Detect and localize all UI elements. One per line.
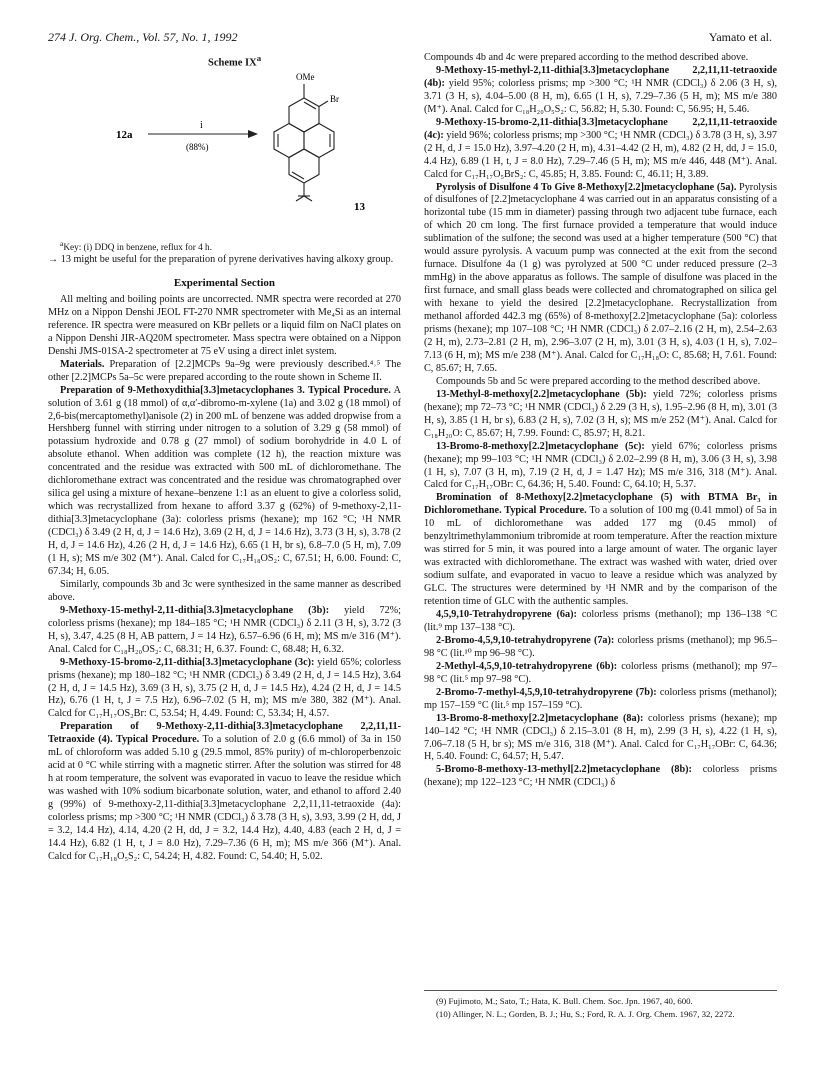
- paragraph: [424, 117, 777, 182]
- left-column-body: [48, 254, 401, 864]
- substituent-ome: OMe: [296, 72, 315, 82]
- paragraph-lead: 9-Methoxy-15-bromo-2,11-dithia[3.3]metacyclophane 2,2,11,11-tetraoxide (4c):: [424, 116, 777, 141]
- paragraph-text: colorless prisms (hexane); mp 122–123 °C; ¹H NMR (CDCl₃) δ: [424, 764, 778, 789]
- paragraph-text: yield 95%; colorless prisms; mp >300 °C; ¹H NMR (CDCl₃) δ 2.06 (3 H, s), 3.71 (3 H, s), 4.04–5.00 (8 H, m), 6.65 (1 H, s), 7.29–7.36 (5 H, m); MS m/e 380 (M⁺). Anal. Calcd for C₁₈H₂₀O₅S₂: C, 56.82; H, 5.30. Found: C, 56.95; H, 5.46.: [424, 77, 777, 115]
- paragraph-text: yield 72%; colorless prisms (hexane); mp 72–73 °C; ¹H NMR (CDCl₃) δ 2.29 (3 H, s), 1.95–2.96 (8 H, m), 3.01 (3 H, s), 3.85 (1 H, br s), 6.83 (2 H, s), 7.02 (3 H, s); MS m/e 252 (M⁺). Anal. Calcd for C₁₈H₂₀O: C, 85.67; H, 7.99. Found: C, 85.97; H, 8.21.: [424, 388, 777, 439]
- paragraph-text: A solution of 3.61 g (18 mmol) of α,α′-dibromo-m-xylene (1a) and 3.02 g (18 mmol) of 2,6-bis(mercaptomethyl)anisole (2) in 200 mL of benzene was added dropwise from a Hershberg funnel with stirring under nitrogen to a solution of 3.29 g (58 mmol) of potassium hydroxide and 0.78 g (27 mmol) of sodium borohydride in 4.0 L of absolute ethanol. When addition was complete (12 h), the reaction mixture was concentrated and the residue was extracted with 500 mL of dichloromethane. The dichloromethane extract was concentrated and the residue was chromatographed over silica gel using a mixture of hexane–benzene 1:1 as an eluent to give a colorless solid, which was recrystallized from hexane to afford 3.37 g (62%) of 9-methoxy-2,11-dithia[3.3]metacyclophane (3a): colorless prisms (hexane); mp 162 °C; ¹H NMR (CDCl₃) δ 3.49 (2 H, d, J = 14.6 Hz), 3.69 (2 H, d, J = 14.6 Hz), 3.73 (3 H, s), 3.78 (2 H, d, J = 14.6 Hz), 4.26 (2 H, d, J = 14.6 Hz), 6.65 (1 H, br s), 6.8–7.0 (5 H, m), 7.09 (1 H, s); MS m/e 302 (M⁺). Anal. Calcd for C₁₇H₁₈OS₂: C, 67.51; H, 6.00. Found: C, 67.34; H, 6.05.: [48, 384, 401, 577]
- paragraph: [424, 52, 777, 65]
- footnote: (10) Allinger, N. L.; Gorden, B. J.; Hu, S.; Ford, R. A. J. Org. Chem. 1967, 32, 2272.: [436, 1009, 735, 1019]
- paragraph-lead: 2-Bromo-7-methyl-4,5,9,10-tetrahydropyrene (7b):: [436, 686, 657, 698]
- yield-label: (88%): [186, 142, 209, 152]
- scheme-ix: [48, 52, 401, 238]
- left-column: [48, 52, 401, 864]
- paragraph-lead: 9-Methoxy-15-methyl-2,11-dithia[3.3]metacyclophane 2,2,11,11-tetraoxide (4b):: [424, 64, 777, 89]
- paragraph-lead: 4,5,9,10-Tetrahydropyrene (6a):: [436, 608, 577, 620]
- paragraph-text: colorless prisms (methanol); mp 157–159 °C (lit.⁵ mp 157–159 °C).: [424, 686, 777, 711]
- authors: Yamato et al.: [708, 30, 772, 44]
- paragraph-lead: 13-Methyl-8-methoxy[2.2]metacyclophane (5b):: [436, 388, 647, 400]
- start-compound-label: 12a: [116, 129, 133, 141]
- paragraph-lead: 13-Bromo-8-methoxy[2.2]metacyclophane (8a):: [436, 712, 644, 724]
- paragraph-lead: 9-Methoxy-15-bromo-2,11-dithia[3.3]metacyclophane (3c):: [60, 656, 315, 668]
- pyrene-structure: [274, 84, 334, 201]
- paragraph: [424, 661, 777, 687]
- paragraph-text: yield 65%; colorless prisms (hexane); mp 180–182 °C; ¹H NMR (CDCl₃) δ 3.49 (2 H, d, J = 14.5 Hz), 3.64 (2 H, d, J = 14.5 Hz), 3.69 (3 H, s), 3.75 (2 H, d, J = 14.5 Hz), 4.24 (2 H, d, J = 14.5 Hz), 6.76 (1 H, t, J = 7.5 Hz), 6.96–7.02 (5 H, m); MS m/e 380, 382 (M⁺). Anal. Calcd for C₁₇H₁₇OS₂Br: C, 53.54; H, 4.49. Found: C, 53.34; H, 4.57.: [48, 656, 402, 720]
- paragraph: [48, 254, 401, 267]
- paragraph-text: → 13 might be useful for the preparation of pyrene derivatives having alkoxy group.: [48, 254, 394, 266]
- paragraph-lead: 9-Methoxy-15-methyl-2,11-dithia[3.3]metacyclophane (3b):: [60, 604, 330, 616]
- paragraph-lead: Bromination of 8-Methoxy[2.2]metacyclophane (5) with BTMA Br₃ in Dichloromethane. Typical Procedure.: [424, 492, 777, 517]
- paragraph-text: yield 67%; colorless prisms (hexane); mp 99–103 °C; ¹H NMR (CDCl₃) δ 2.02–2.99 (8 H, m), 3.06 (3 H, s), 3.98 (1 H, s), 7.07 (3 H, m), 7.19 (2 H, d, J = 1.47 Hz); MS m/e 316, 318 (M⁺). Anal. Calcd for C₁₇H₁₇OBr: C, 64.36; H, 5.40. Found: C, 64.10; H, 5.37.: [424, 440, 777, 491]
- right-column-body: [424, 52, 777, 790]
- substituent-br: Br: [330, 94, 339, 104]
- paragraph: [48, 359, 401, 385]
- paragraph-text: yield 72%; colorless prisms (hexane); mp 184–185 °C; ¹H NMR (CDCl₃) δ 2.11 (3 H, s), 3.72 (3 H, s), 3.47, 4.25 (8 H, AB pattern, J = 14 Hz), 6.57–6.96 (6 H, m); MS m/e 316 (M⁺). Anal. Calcd for C₁₈H₂₀OS₂: C, 68.31; H, 6.37. Found: C, 68.48; H, 6.32.: [48, 604, 401, 655]
- paragraph-text: colorless prisms (methanol); mp 97–98 °C (lit.⁵ mp 97–98 °C).: [424, 660, 777, 685]
- paragraph: [48, 721, 401, 863]
- paragraph-text: colorless prisms (methanol); mp 96.5–98 °C (lit.¹⁰ mp 96–98 °C).: [424, 634, 777, 659]
- paragraph-lead: 5-Bromo-8-methoxy-13-methyl[2.2]metacyclophane (8b):: [436, 764, 692, 776]
- paragraph: [424, 764, 777, 790]
- running-head: [48, 30, 772, 50]
- paragraph: [424, 389, 777, 441]
- paragraph-lead: Preparation of 9-Methoxy-2,11-dithia[3.3]metacyclophane 2,2,11,11-Tetraoxide (4). Typical Procedure.: [48, 721, 401, 746]
- reaction-arrowhead: [248, 130, 258, 138]
- footnote: (9) Fujimoto, M.; Sato, T.; Hata, K. Bull. Chem. Soc. Jpn. 1967, 40, 600.: [436, 996, 693, 1006]
- paragraph-lead: Pyrolysis of Disulfone 4 To Give 8-Methoxy[2.2]metacyclophane (5a).: [436, 181, 737, 193]
- section-heading: Experimental Section: [173, 276, 276, 289]
- paragraph-text: Similarly, compounds 3b and 3c were synthesized in the same manner as described above.: [48, 578, 401, 603]
- paragraph-text: Compounds 5b and 5c were prepared according to the method described above.: [436, 375, 761, 387]
- paragraph-lead: Materials.: [60, 358, 105, 370]
- paragraph-text: All melting and boiling points are uncorrected. NMR spectra were recorded at 270 MHz on a Nippon Denshi JEOL FT-270 NMR spectrometer with Me₄Si as an internal reference. IR spectra were measured on KBr pellets or a liquid film on NaCl plates on a Nippon Denshi JIR-AQ20M spectrometer. Mass spectra were obtained on a Nippon Denshi JMS-01SA-2 spectrometer at 75 eV using a direct inlet system.: [48, 293, 401, 357]
- paragraph: [424, 441, 777, 493]
- paragraph-lead: 2-Methyl-4,5,9,10-tetrahydropyrene (6b):: [436, 660, 618, 672]
- paragraph-lead: 2-Bromo-4,5,9,10-tetrahydropyrene (7a):: [436, 634, 615, 646]
- paragraph-text: colorless prisms (methanol); mp 136–138 °C (lit.⁹ mp 137–138 °C).: [424, 608, 778, 633]
- paragraph: [424, 609, 777, 635]
- paragraph-text: To a solution of 100 mg (0.41 mmol) of 5a in 10 mL of dichloromethane was added 177 mg (0.45 mmol) of benzyltrimethylammonium tribromide at room temperature. After the reaction mixture was stirred for 5 min, it was poured into a large amount of water. The organic layer was extracted with dichloromethane. The extract was washed with water, dried over sodium sulfate, and evaporated in vacuo to leave a residue which was analyzed by GLC. The structures were determined by ¹H NMR and by the comparison of the retention time of GLC with the authentic samples.: [424, 505, 777, 608]
- paragraph-lead: Preparation of 9-Methoxydithia[3.3]metacyclophanes 3. Typical Procedure.: [60, 384, 391, 396]
- paragraph: [424, 182, 777, 376]
- paragraph-text: To a solution of 2.0 g (6.6 mmol) of 3a in 150 mL of chloroform was added 5.10 g (29.5 mmol, 85% purity) of m-chloroperbenzoic acid at 0 °C while stirring with a magnetic stirrer. After the solution was stirred for 48 h at room temperature, the solvent was evaporated in vacuo to leave the residue which was washed with 10% sodium bicarbonate solution, water, and ethanol to afford 2.40 g (99%) of 9-methoxy-2,11-dithia[3.3]metacyclophane 2,2,11,11-tetraoxide (4a): colorless prisms; mp >300 °C; ¹H NMR (CDCl₃) δ 3.78 (3 H, s), 3.93, 3.99 (2 H, dd, J = 3.2, 14.4 Hz), 4.14, 4.20 (2 H, dd, J = 3.2, 14.4 Hz), 4.40, 4.83 (each 2 H, d, J = 14.4 Hz), 6.82 (1 H, t, J = 8.0 Hz), 7.29–7.36 (6 H, m); MS m/e 366 (M⁺). Anal. Calcd for C₁₇H₁₈O₅S₂: C, 54.24; H, 4.82. Found: C, 54.40; H, 5.02.: [48, 734, 401, 862]
- paragraph-text: Compounds 4b and 4c were prepared according to the method described above.: [424, 52, 749, 63]
- paragraph: [48, 657, 401, 722]
- reagent-label: i: [200, 120, 203, 131]
- paragraph-text: Preparation of [2.2]MCPs 9a–9g were previously described.⁴˒⁵ The other [2.2]MCPs 5a–5c were prepared according to the route shown in Scheme II.: [48, 358, 401, 383]
- paragraph: [424, 713, 777, 765]
- scheme-diagram: [48, 68, 401, 238]
- paragraph: [48, 294, 401, 359]
- paragraph: [48, 385, 401, 579]
- paragraph: [424, 687, 777, 713]
- journal-citation: 274 J. Org. Chem., Vol. 57, No. 1, 1992: [48, 30, 238, 44]
- paragraph: [424, 635, 777, 661]
- product-label: 13: [354, 201, 365, 213]
- right-column: [424, 52, 777, 790]
- paragraph-text: yield 96%; colorless prisms; mp >300 °C; ¹H NMR (CDCl₃) δ 3.78 (3 H, s), 3.97 (2 H, d, J = 15.0 Hz), 3.97–4.20 (2 H, m), 4.31–4.42 (2 H, m), 4.82 (2 H, dd, J = 15.0, 4.4 Hz), 6.89 (1 H, t, J = 8.0 Hz), 7.29–7.46 (5 H, m); MS m/e 446, 448 (M⁺). Anal. Calcd for C₁₇H₁₇O₅BrS₂: C, 45.85; H, 3.85. Found: C, 46.11; H, 3.89.: [424, 129, 777, 180]
- paragraph-text: Pyrolysis of disulfones of [2.2]metacyclophane 4 was carried out in an apparatus consisting of a horizontal tube (15 mm in diameter) passing through two adjacent tube furnace, each of which 20 cm long. The first furnace provided a temperature that would induce sublimation of the sulfone; the second was used at a higher temperature (500 °C) that would assure pyrolysis. A vacuum pump was connected at the exit from the second furnace. Disulfone 4a (1 g) was pyrolyzed at 500 °C under reduced pressure (2–3 mmHg) in the above apparatus as follows. The sample of disulfone was placed in the first furnace, and small glass beads were collected and chromatographed on silica gel with hexane to yield the desired [2.2]metacyclophane. Recrystallization from methanol afforded 442.3 mg (65%) of 8-methoxy[2.2]metacyclophane (5a): colorless prisms (hexane); mp 107–108 °C; ¹H NMR (CDCl₃) δ 2.07–2.16 (2 H, m), 2.54–2.63 (2 H, m), 2.73–2.81 (2 H, m), 2.96–3.07 (2 H, m), 3.01 (3 H, s), 4.03 (1 H, s), 7.02–7.13 (6 H, m); MS m/e 238 (M⁺). Anal. Calcd for C₁₇H₁₈O: C, 85.68; H, 7.61. Found: C, 85.67; H, 7.65.: [424, 181, 777, 374]
- paragraph: [48, 605, 401, 657]
- paragraph: [424, 376, 777, 389]
- paragraph: [424, 492, 777, 609]
- scheme-title: Scheme $IX^a$: [208, 53, 262, 69]
- paragraph: [424, 65, 777, 117]
- paragraph-text: colorless prisms (hexane); mp 140–142 °C; ¹H NMR (CDCl₃) δ 2.15–3.01 (8 H, m), 2.99 (3 H, s), 4.22 (1 H, s), 7.06–7.18 (5 H, br s); MS m/e 316, 318 (M⁺). Anal. Calcd for C₁₇H₁₇OBr: C, 64.36; H, 5.40. Found: C, 64.57; H, 5.47.: [424, 712, 777, 763]
- scheme-footnote: $^a$Key: (i) DDQ in benzene, reflux for 4 h.: [60, 239, 212, 253]
- footnotes: [424, 990, 777, 1022]
- paragraph: [48, 579, 401, 605]
- paragraph-lead: 13-Bromo-8-methoxy[2.2]metacyclophane (5c):: [436, 440, 645, 452]
